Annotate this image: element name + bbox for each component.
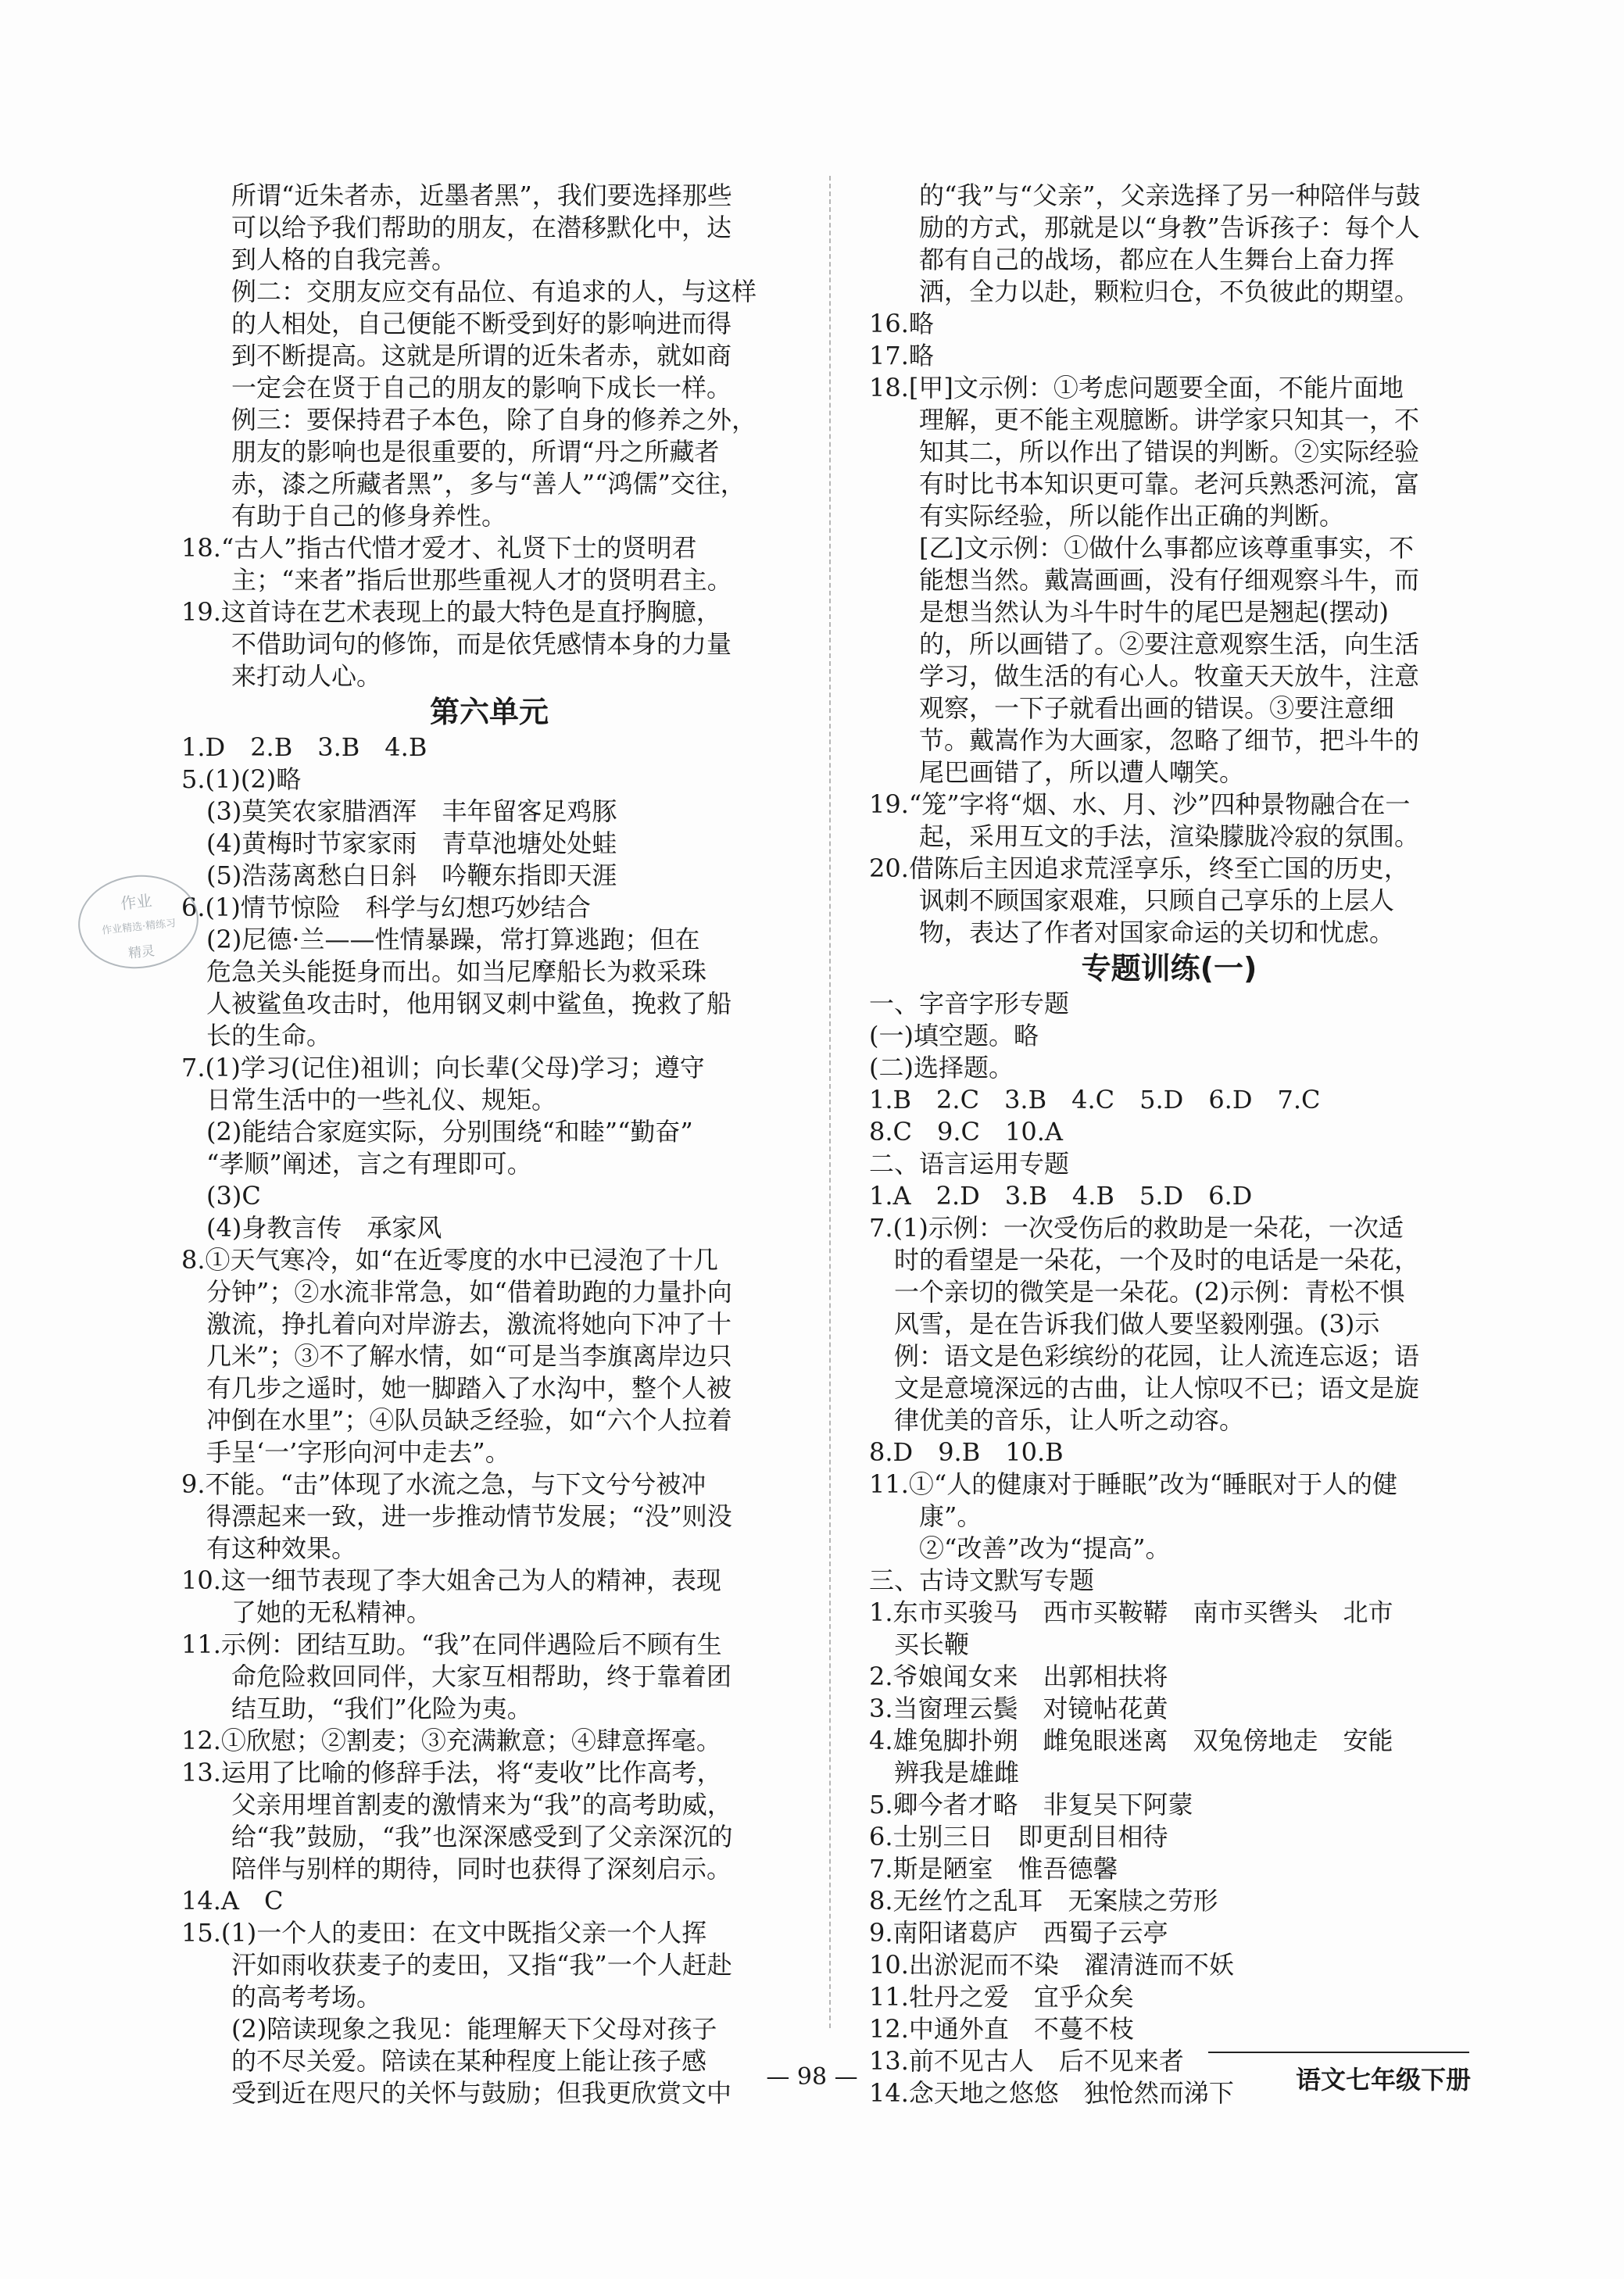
- text-line: 13.前不见古人 后不见来者: [869, 2046, 1184, 2076]
- text-line: 几米”；③不了解水情，如“可是当李旗离岸边只: [181, 1341, 732, 1371]
- text-line: 买长鞭: [869, 1630, 970, 1659]
- text-line: 17.略: [869, 341, 934, 370]
- text-line: 律优美的音乐，让人听之动容。: [869, 1405, 1245, 1435]
- text-line: (一)填空题。略: [869, 1021, 1039, 1050]
- text-line: 起，采用互文的手法，渲染朦胧冷寂的氛围。: [869, 821, 1420, 851]
- text-line: 汗如雨收获麦子的麦田，又指“我”一个人赶赴: [181, 1950, 732, 1980]
- text-line: 4.雄兔脚扑朔 雌兔眼迷离 双兔傍地走 安能: [869, 1726, 1393, 1755]
- text-line: 主；“来者”指后世那些重视人才的贤明君主。: [181, 565, 732, 595]
- section-heading: 专题训练(一): [1081, 951, 1257, 986]
- text-line: 命危险救回同伴，大家互相帮助，终于靠着团: [181, 1662, 732, 1691]
- text-line: 励的方式，那就是以“身教”告诉孩子：每个人: [869, 213, 1420, 242]
- text-line: (2)陪读现象之我见：能理解天下父母对孩子: [181, 2014, 717, 2044]
- text-line: 冲倒在水里”；④队员缺乏经验，如“六个人拉着: [181, 1405, 732, 1435]
- text-line: 不借助词句的修饰，而是依凭感情本身的力量: [181, 629, 732, 659]
- text-line: 16.略: [869, 309, 934, 338]
- text-line: 风雪，是在告诉我们做人要坚毅刚强。(3)示: [869, 1309, 1380, 1339]
- text-line: 5.卿今者才略 非复吴下阿蒙: [869, 1790, 1193, 1819]
- text-line: 的“我”与“父亲”，父亲选择了另一种陪伴与鼓: [869, 181, 1421, 210]
- text-line: 受到近在咫尺的关怀与鼓励；但我更欣赏文中: [181, 2078, 732, 2108]
- text-line: 文是意境深远的古曲，让人惊叹不已；语文是旋: [869, 1373, 1420, 1403]
- text-line: 讽刺不顾国家艰难，只顾自己享乐的上层人: [869, 885, 1395, 915]
- text-line: 14.念天地之悠悠 独怆然而涕下: [869, 2078, 1234, 2108]
- text-line: 的不尽关爱。陪读在某种程度上能让孩子感: [181, 2046, 707, 2076]
- text-line: 一、字音字形专题: [869, 989, 1070, 1018]
- text-line: (二)选择题。: [869, 1053, 1014, 1082]
- text-line: 给“我”鼓励，“我”也深深感受到了父亲深沉的: [181, 1822, 733, 1851]
- text-line: 11.示例：团结互助。“我”在同伴遇险后不顾有生: [181, 1630, 722, 1659]
- text-line: 节。戴嵩作为大画家，忽略了细节，把斗牛的: [869, 725, 1420, 755]
- text-line: 朋友的影响也是很重要的，所谓“丹之所藏者: [181, 437, 720, 467]
- text-line: 20.借陈后主因追求荒淫享乐，终至亡国的历史，: [869, 853, 1409, 883]
- text-line: 例：语文是色彩缤纷的花园，让人流连忘返；语: [869, 1341, 1420, 1371]
- text-line: 7.斯是陋室 惟吾德馨: [869, 1854, 1118, 1884]
- stamp-line: 精灵: [127, 943, 156, 962]
- column-divider: [829, 176, 831, 2028]
- text-line: (4)身教言传 承家风: [181, 1213, 442, 1243]
- stamp-line: 作业: [120, 891, 153, 914]
- text-line: 来打动人心。: [181, 661, 382, 691]
- text-line: 一个亲切的微笑是一朵花。(2)示例：青松不惧: [869, 1277, 1405, 1307]
- text-line: 到人格的自我完善。: [181, 245, 457, 274]
- text-line: 都有自己的战场，都应在人生舞台上奋力挥: [869, 245, 1395, 274]
- text-line: 2.爷娘闻女来 出郭相扶将: [869, 1662, 1168, 1691]
- text-line: 分钟”；②水流非常急，如“借着助跑的力量扑向: [181, 1277, 732, 1307]
- text-line: (2)能结合家庭实际，分别围绕“和睦”“勤奋”: [181, 1117, 693, 1147]
- text-line: 8.C 9.C 10.A: [869, 1117, 1064, 1147]
- text-line: 13.运用了比喻的修辞手法，将“麦收”比作高考，: [181, 1758, 722, 1787]
- text-line: 的高考考场。: [181, 1982, 382, 2012]
- text-line: 10.出淤泥而不染 濯清涟而不妖: [869, 1950, 1234, 1980]
- text-line: 一定会在贤于自己的朋友的影响下成长一样。: [181, 373, 732, 402]
- text-line: 9.南阳诸葛庐 西蜀子云亭: [869, 1918, 1168, 1948]
- text-line: 12.中通外直 不蔓不枝: [869, 2014, 1134, 2044]
- right-column: [869, 180, 1469, 2109]
- text-line: 结互助，“我们”化险为夷。: [181, 1694, 532, 1723]
- text-line: 日常生活中的一些礼仪、规矩。: [181, 1085, 557, 1114]
- text-line: 能想当然。戴嵩画画，没有仔细观察斗牛，而: [869, 565, 1420, 595]
- text-line: 长的生命。: [181, 1021, 332, 1050]
- text-line: (5)浩荡离愁白日斜 吟鞭东指即天涯: [181, 860, 617, 890]
- text-line: 例二：交朋友应交有品位、有追求的人，与这样: [181, 277, 757, 306]
- section-heading: 第六单元: [429, 695, 549, 729]
- text-line: (3)C: [181, 1181, 261, 1211]
- text-line: 父亲用埋首割麦的激情来为“我”的高考助威，: [181, 1790, 732, 1819]
- text-line: 得漂起来一致，进一步推动情节发展；“没”则没: [181, 1501, 732, 1531]
- footer-rule: [1208, 2052, 1469, 2053]
- text-line: 三、古诗文默写专题: [869, 1565, 1095, 1595]
- text-line: 时的看望是一朵花，一个及时的电话是一朵花，: [869, 1245, 1420, 1275]
- text-line: 陪伴与别样的期待，同时也获得了深刻启示。: [181, 1854, 732, 1884]
- text-line: 激流，挣扎着向对岸游去，激流将她向下冲了十: [181, 1309, 732, 1339]
- text-line: 康”。: [869, 1501, 982, 1531]
- left-column: [181, 180, 797, 2109]
- text-line: 的，所以画错了。②要注意观察生活，向生活: [869, 629, 1420, 659]
- text-line: 有助于自己的修身养性。: [181, 501, 507, 531]
- text-line: 7.(1)示例：一次受伤后的救助是一朵花，一次适: [869, 1213, 1404, 1243]
- text-line: (3)莫笑农家腊酒浑 丰年留客足鸡豚: [181, 796, 617, 826]
- text-line: 危急关头能挺身而出。如当尼摩船长为救采珠: [181, 957, 707, 986]
- text-line: 18.[甲]文示例：①考虑问题要全面，不能片面地: [869, 373, 1404, 402]
- text-line: 1.东市买骏马 西市买鞍鞯 南市买辔头 北市: [869, 1597, 1393, 1627]
- text-line: (2)尼德·兰——性情暴躁，常打算逃跑；但在: [181, 925, 700, 954]
- text-line: 6.(1)情节惊险 科学与幻想巧妙结合: [181, 893, 591, 922]
- text-line: 观察，一下子就看出画的错误。③要注意细: [869, 693, 1395, 723]
- text-line: 6.士别三日 即更刮目相待: [869, 1822, 1168, 1851]
- text-line: 1.B 2.C 3.B 4.C 5.D 6.D 7.C: [869, 1085, 1321, 1114]
- text-line: [乙]文示例：①做什么事都应该尊重事实，不: [869, 533, 1414, 563]
- text-line: 有这种效果。: [181, 1533, 357, 1563]
- text-line: 1.A 2.D 3.B 4.B 5.D 6.D: [869, 1181, 1253, 1211]
- text-line: 可以给予我们帮助的朋友，在潜移默化中，达: [181, 213, 732, 242]
- text-line: 到不断提高。这就是所谓的近朱者赤，就如商: [181, 341, 732, 370]
- text-line: 学习，做生活的有心人。牧童天天放牛，注意: [869, 661, 1420, 691]
- text-line: 赤，漆之所藏者黑”，多与“善人”“鸿儒”交往，: [181, 469, 746, 499]
- book-title: 语文七年级下册: [1295, 2065, 1471, 2095]
- text-line: “孝顺”阐述，言之有理即可。: [181, 1149, 532, 1179]
- text-line: 3.当窗理云鬓 对镜帖花黄: [869, 1694, 1168, 1723]
- text-line: 理解，更不能主观臆断。讲学家只知其一，不: [869, 405, 1420, 435]
- text-line: 辨我是雄雌: [869, 1758, 1020, 1787]
- text-line: 二、语言运用专题: [869, 1149, 1070, 1179]
- text-line: (4)黄梅时节家家雨 青草池塘处处蛙: [181, 828, 617, 858]
- text-line: 11.①“人的健康对于睡眠”改为“睡眠对于人的健: [869, 1469, 1397, 1499]
- text-line: 手呈‘一’字形向河中走去”。: [181, 1437, 510, 1467]
- text-line: 是想当然认为斗牛时牛的尾巴是翘起(摆动): [869, 597, 1389, 627]
- text-line: 1.D 2.B 3.B 4.B: [181, 732, 427, 762]
- text-line: 19.“笼”字将“烟、水、月、沙”四种景物融合在一: [869, 789, 1411, 819]
- text-line: ②“改善”改为“提高”。: [869, 1533, 1171, 1563]
- text-line: 19.这首诗在艺术表现上的最大特色是直抒胸臆，: [181, 597, 721, 627]
- text-line: 8.①天气寒冷，如“在近零度的水中已浸泡了十几: [181, 1245, 718, 1275]
- text-line: 7.(1)学习(记住)祖训；向长辈(父母)学习；遵守: [181, 1053, 705, 1082]
- text-line: 14.A C: [181, 1886, 284, 1916]
- text-line: 的人相处，自己便能不断受到好的影响进而得: [181, 309, 732, 338]
- text-line: 11.牡丹之爱 宜乎众矣: [869, 1982, 1134, 2012]
- text-line: 有几步之遥时，她一脚踏入了水沟中，整个人被: [181, 1373, 732, 1403]
- text-line: 例三：要保持君子本色，除了自身的修养之外，: [181, 405, 757, 435]
- text-line: 15.(1)一个人的麦田：在文中既指父亲一个人挥: [181, 1918, 707, 1948]
- text-line: 18.“古人”指古代惜才爱才、礼贤下士的贤明君: [181, 533, 697, 563]
- text-line: 5.(1)(2)略: [181, 764, 302, 794]
- text-line: 人被鲨鱼攻击时，他用钢叉刺中鲨鱼，挽救了船: [181, 989, 732, 1018]
- text-line: 了她的无私精神。: [181, 1597, 432, 1627]
- text-line: 12.①欣慰；②割麦；③充满歉意；④肆意挥毫。: [181, 1726, 721, 1755]
- text-line: 洒，全力以赴，颗粒归仓，不负彼此的期望。: [869, 277, 1420, 306]
- text-line: 9.不能。“击”体现了水流之急，与下文兮兮被冲: [181, 1469, 706, 1499]
- text-line: 8.无丝竹之乱耳 无案牍之劳形: [869, 1886, 1218, 1916]
- text-line: 10.这一细节表现了李大姐舍己为人的精神，表现: [181, 1565, 721, 1595]
- text-line: 有时比书本知识更可靠。老河兵熟悉河流，富: [869, 469, 1420, 499]
- text-line: 8.D 9.B 10.B: [869, 1437, 1064, 1467]
- stamp-line: 作业精选·精练习: [101, 918, 177, 937]
- text-line: 知其二，所以作出了错误的判断。②实际经验: [869, 437, 1420, 467]
- text-line: 物，表达了作者对国家命运的关切和忧虑。: [869, 918, 1395, 947]
- page-number: — 98 —: [766, 2063, 858, 2091]
- text-line: 尾巴画错了，所以遭人嘲笑。: [869, 757, 1245, 787]
- text-line: 所谓“近朱者赤，近墨者黑”，我们要选择那些: [181, 181, 732, 210]
- text-line: 有实际经验，所以能作出正确的判断。: [869, 501, 1345, 531]
